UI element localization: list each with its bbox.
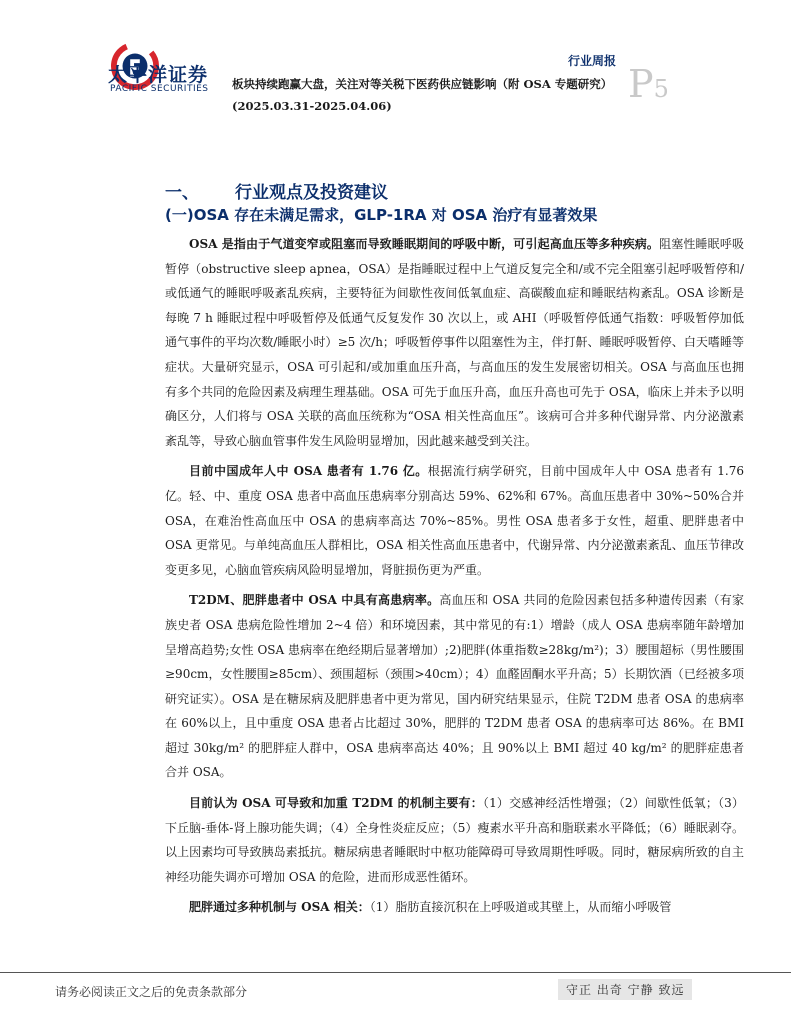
paragraph-body: 高血压和 OSA 共同的危险因素包括多种遗传因素（有家族史者 OSA 患病危险性增加 2~4 倍）和环境因素，其中常见的有:1）增龄（成人 OSA 患病率随年龄增加呈增高趋势;女性 OSA 患病率在绝经期后显著增加）;2)肥胖(体重指数≥28kg/m²)；3）腰围超标（男性腰围≥90cm，女性腰围≥85cm）、颈围超标（颈围>40cm）；4）血醛固酮水平升高；5）长期饮酒（已经被多项研究证实）。OSA 是在糖尿病及肥胖患者中更为常见，国内研究结果显示，住院 T2DM 患者 OSA 的患病率在 60%以上，且中重度 OSA 患者占比超过 30%，肥胖的 T2DM 患者 OSA 的患病率可达 86%。在 BMI 超过 30kg/m² 的肥胖症人群中，OSA 患病率高达 40%；且 90%以上 BMI 超过 40 kg/m² 的肥胖症患者合并 OSA。 bbox=[165, 593, 744, 780]
company-name-en: PACIFIC SECURITIES bbox=[110, 84, 209, 94]
main-content bbox=[165, 178, 744, 926]
paragraph bbox=[165, 232, 744, 453]
footer-motto: 守正 出奇 宁静 致远 bbox=[558, 979, 692, 1000]
paragraph bbox=[165, 895, 744, 920]
report-type: 行业周报 bbox=[567, 54, 616, 68]
paragraph-lead: 肥胖通过多种机制与 OSA 相关： bbox=[189, 900, 370, 915]
section-title: 行业观点及投资建议 bbox=[235, 183, 388, 203]
page-digit: 5 bbox=[653, 75, 669, 103]
report-title: 板块持续跑赢大盘，关注对等关税下医药供应链影响（附 OSA 专题研究）(2025.03.31-2025.04.06) bbox=[232, 77, 607, 113]
paragraph-body: （1）交感神经活性增强；（2）间歇性低氧；（3）下丘脑-垂体-肾上腺功能失调；（4）全身性炎症反应；（5）瘦素水平升高和脂联素水平降低；（6）睡眠剥夺。以上因素均可导致胰岛素抵抗。糖尿病患者睡眠时中枢功能障碍可导致周期性呼吸。同时，糖尿病所致的自主神经功能失调亦可增加 OSA 的危险，进而形成恶性循环。 bbox=[165, 796, 744, 884]
paragraph-body: 阻塞性睡眠呼吸暂停（obstructive sleep apnea，OSA）是指睡眠过程中上气道反复完全和/或不完全阻塞引起呼吸暂停和/或低通气的睡眠呼吸紊乱疾病，主要特征为间歇性夜间低氧血症、高碳酸血症和睡眠结构紊乱。OSA 诊断是每晚 7 h 睡眠过程中呼吸暂停及低通气反复发作 30 次以上，或 AHI（呼吸暂停低通气指数：呼吸暂停加低通气事件的平均次数/睡眠小时）≥5 次/h；呼吸暂停事件以阻塞性为主，伴打鼾、睡眠呼吸暂停、白天嗜睡等症状。大量研究显示，OSA 可引起和/或加重血压升高，与高血压的发生发展密切相关。OSA 与高血压也拥有多个共同的危险因素及病理生理基础。OSA 可先于血压升高，血压升高也可先于 OSA，临床上并未予以明确区分，人们将与 OSA 关联的高血压统称为“OSA 相关性高血压”。该病可合并多种代谢异常、内分泌激素紊乱等，导致心脑血管事件发生风险明显增加，因此越来越受到关注。 bbox=[165, 237, 744, 448]
paragraph-lead: T2DM、肥胖患者中 OSA 中具有高患病率。 bbox=[189, 593, 440, 608]
paragraph bbox=[165, 459, 744, 582]
paragraph bbox=[165, 791, 744, 889]
company-name: 太平洋证券 bbox=[108, 64, 209, 86]
paragraph-lead: 目前认为 OSA 可导致和加重 T2DM 的机制主要有： bbox=[189, 796, 483, 811]
paragraph-lead: OSA 是指由于气道变窄或阻塞而导致睡眠期间的呼吸中断，可引起高血压等多种疾病。 bbox=[189, 237, 660, 251]
page-number bbox=[628, 62, 669, 106]
footer-disclaimer: 请务必阅读正文之后的免责条款部分 bbox=[55, 985, 248, 999]
section-number: 一、 bbox=[165, 183, 199, 203]
paragraph bbox=[165, 588, 744, 785]
subsection-heading: (一)OSA 存在未满足需求，GLP-1RA 对 OSA 治疗有显著效果 bbox=[165, 206, 598, 224]
page-letter: P bbox=[628, 62, 654, 106]
footer-divider bbox=[0, 972, 791, 973]
section-heading bbox=[165, 178, 744, 204]
paragraph-lead: 目前中国成年人中 OSA 患者有 1.76 亿。 bbox=[189, 464, 428, 479]
paragraph-body: （1）脂肪直接沉积在上呼吸道或其壁上，从而缩小呼吸管 bbox=[369, 900, 672, 915]
paragraph-body: 根据流行病学研究，目前中国成年人中 OSA 患者有 1.76 亿。轻、中、重度 OSA 患者中高血压患病率分别高达 59%、62%和 67%。高血压患者中 30%~50%合并 OSA，在难治性高血压中 OSA 的患病率高达 70%~85%。男性 OSA 患者多于女性，超重、肥胖患者中 OSA 更常见。与单纯高血压人群相比，OSA 相关性高血压患者中，代谢异常、内分泌激素紊乱、血压节律改变更多见，心脑血管疾病风险明显增加，肾脏损伤更为严重。 bbox=[165, 464, 745, 577]
